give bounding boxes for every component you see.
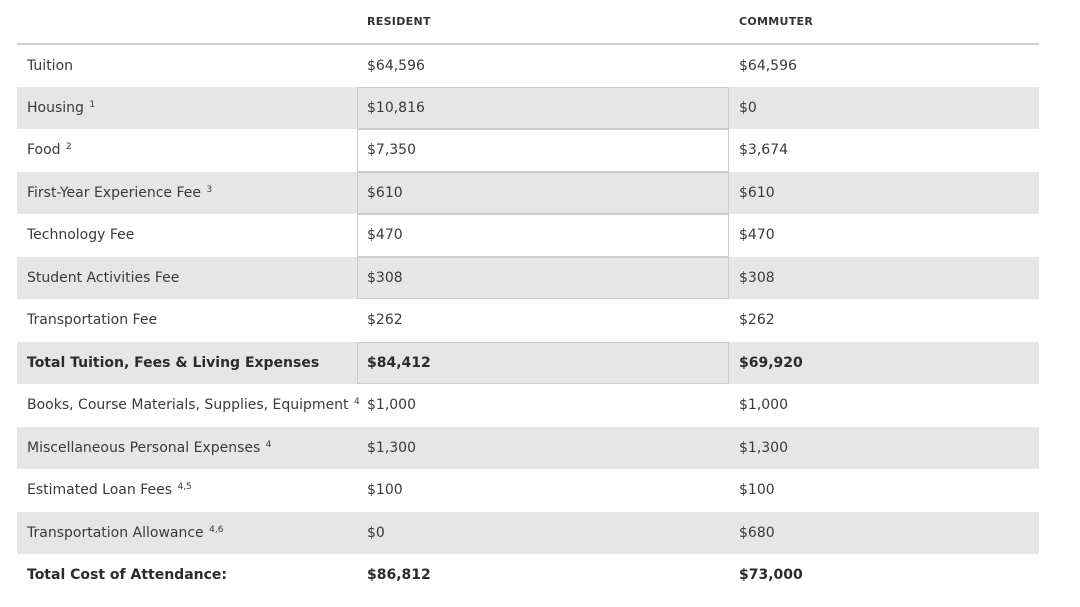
row-label	[17, 384, 360, 427]
resident-cost: $262	[367, 312, 403, 329]
row-label-text: Total Cost of Attendance:	[27, 567, 228, 584]
resident-cost: $86,812	[367, 567, 431, 584]
resident-cost: $7,350	[357, 129, 729, 172]
footnote-marker: 4,5	[177, 482, 192, 493]
table-row	[17, 512, 1039, 555]
row-label	[17, 257, 357, 300]
row-label-text: Estimated Loan Fees	[27, 482, 173, 499]
row-label-text: Student Activities Fee	[27, 269, 180, 286]
commuter-cost: $73,000	[739, 567, 803, 584]
resident-cost: $100	[367, 482, 403, 499]
resident-cost: $84,412	[357, 342, 729, 385]
table-body	[17, 44, 1039, 597]
commuter-cost: $308	[729, 257, 1039, 300]
table-row	[17, 172, 1039, 215]
table-header-row	[17, 0, 1039, 44]
commuter-cost: $0	[729, 87, 1039, 130]
commuter-cost: $64,596	[739, 57, 797, 74]
row-label	[17, 214, 357, 257]
table-row	[17, 469, 1039, 512]
resident-cost: $64,596	[367, 57, 425, 74]
commuter-cost: $470	[739, 227, 775, 244]
table-row	[17, 87, 1039, 130]
row-label-text: Housing	[27, 99, 84, 116]
row-label	[17, 427, 357, 470]
commuter-cost: $262	[739, 312, 775, 329]
row-label	[17, 172, 357, 215]
category-column-header	[17, 0, 357, 44]
resident-cost: $610	[357, 172, 729, 215]
table-row	[17, 384, 1039, 427]
commuter-cost: $1,000	[739, 397, 788, 414]
table-row	[17, 427, 1039, 470]
table-row	[17, 44, 1039, 87]
commuter-cost: $100	[739, 482, 775, 499]
table-row	[17, 257, 1039, 300]
row-label	[17, 512, 357, 555]
commuter-cost: $610	[729, 172, 1039, 215]
resident-cost: $308	[357, 257, 729, 300]
commuter-cost: $1,300	[729, 427, 1039, 470]
table-row	[17, 299, 1039, 342]
total-row	[17, 554, 1039, 597]
row-label	[17, 129, 357, 172]
row-label-text: Tuition	[27, 57, 74, 74]
row-label	[17, 554, 357, 597]
resident-column-header: RESIDENT	[357, 0, 729, 44]
resident-cost: $470	[357, 214, 729, 257]
row-label-text: Total Tuition, Fees & Living Expenses	[27, 354, 320, 371]
footnote-marker: 1	[89, 99, 96, 110]
row-label-text: First-Year Experience Fee	[27, 184, 201, 201]
table-row	[17, 214, 1039, 257]
row-label-text: Technology Fee	[27, 227, 135, 244]
cost-of-attendance-table	[17, 0, 1039, 597]
commuter-column-header: COMMUTER	[729, 0, 1039, 44]
commuter-cost: $680	[729, 512, 1039, 555]
commuter-cost: $3,674	[739, 142, 788, 159]
resident-cost: $1,000	[367, 397, 416, 414]
row-label	[17, 342, 357, 385]
row-label	[17, 87, 357, 130]
row-label-text: Miscellaneous Personal Expenses	[27, 439, 261, 456]
footnote-marker: 4	[354, 397, 360, 408]
footnote-marker: 4	[265, 439, 272, 450]
row-label	[17, 44, 357, 87]
resident-cost: $1,300	[357, 427, 729, 470]
resident-cost: $10,816	[357, 87, 729, 130]
footnote-marker: 2	[66, 142, 72, 153]
row-label	[17, 299, 357, 342]
table-row	[17, 129, 1039, 172]
subtotal-row	[17, 342, 1039, 385]
footnote-marker: 4,6	[209, 524, 224, 535]
row-label-text: Transportation Allowance	[27, 524, 204, 541]
row-label	[17, 469, 357, 512]
resident-cost: $0	[357, 512, 729, 555]
row-label-text: Food	[27, 142, 61, 159]
footnote-marker: 3	[206, 184, 213, 195]
row-label-text: Transportation Fee	[27, 312, 158, 329]
commuter-cost: $69,920	[729, 342, 1039, 385]
row-label-text: Books, Course Materials, Supplies, Equipment	[27, 397, 349, 414]
table-header	[17, 0, 1039, 44]
